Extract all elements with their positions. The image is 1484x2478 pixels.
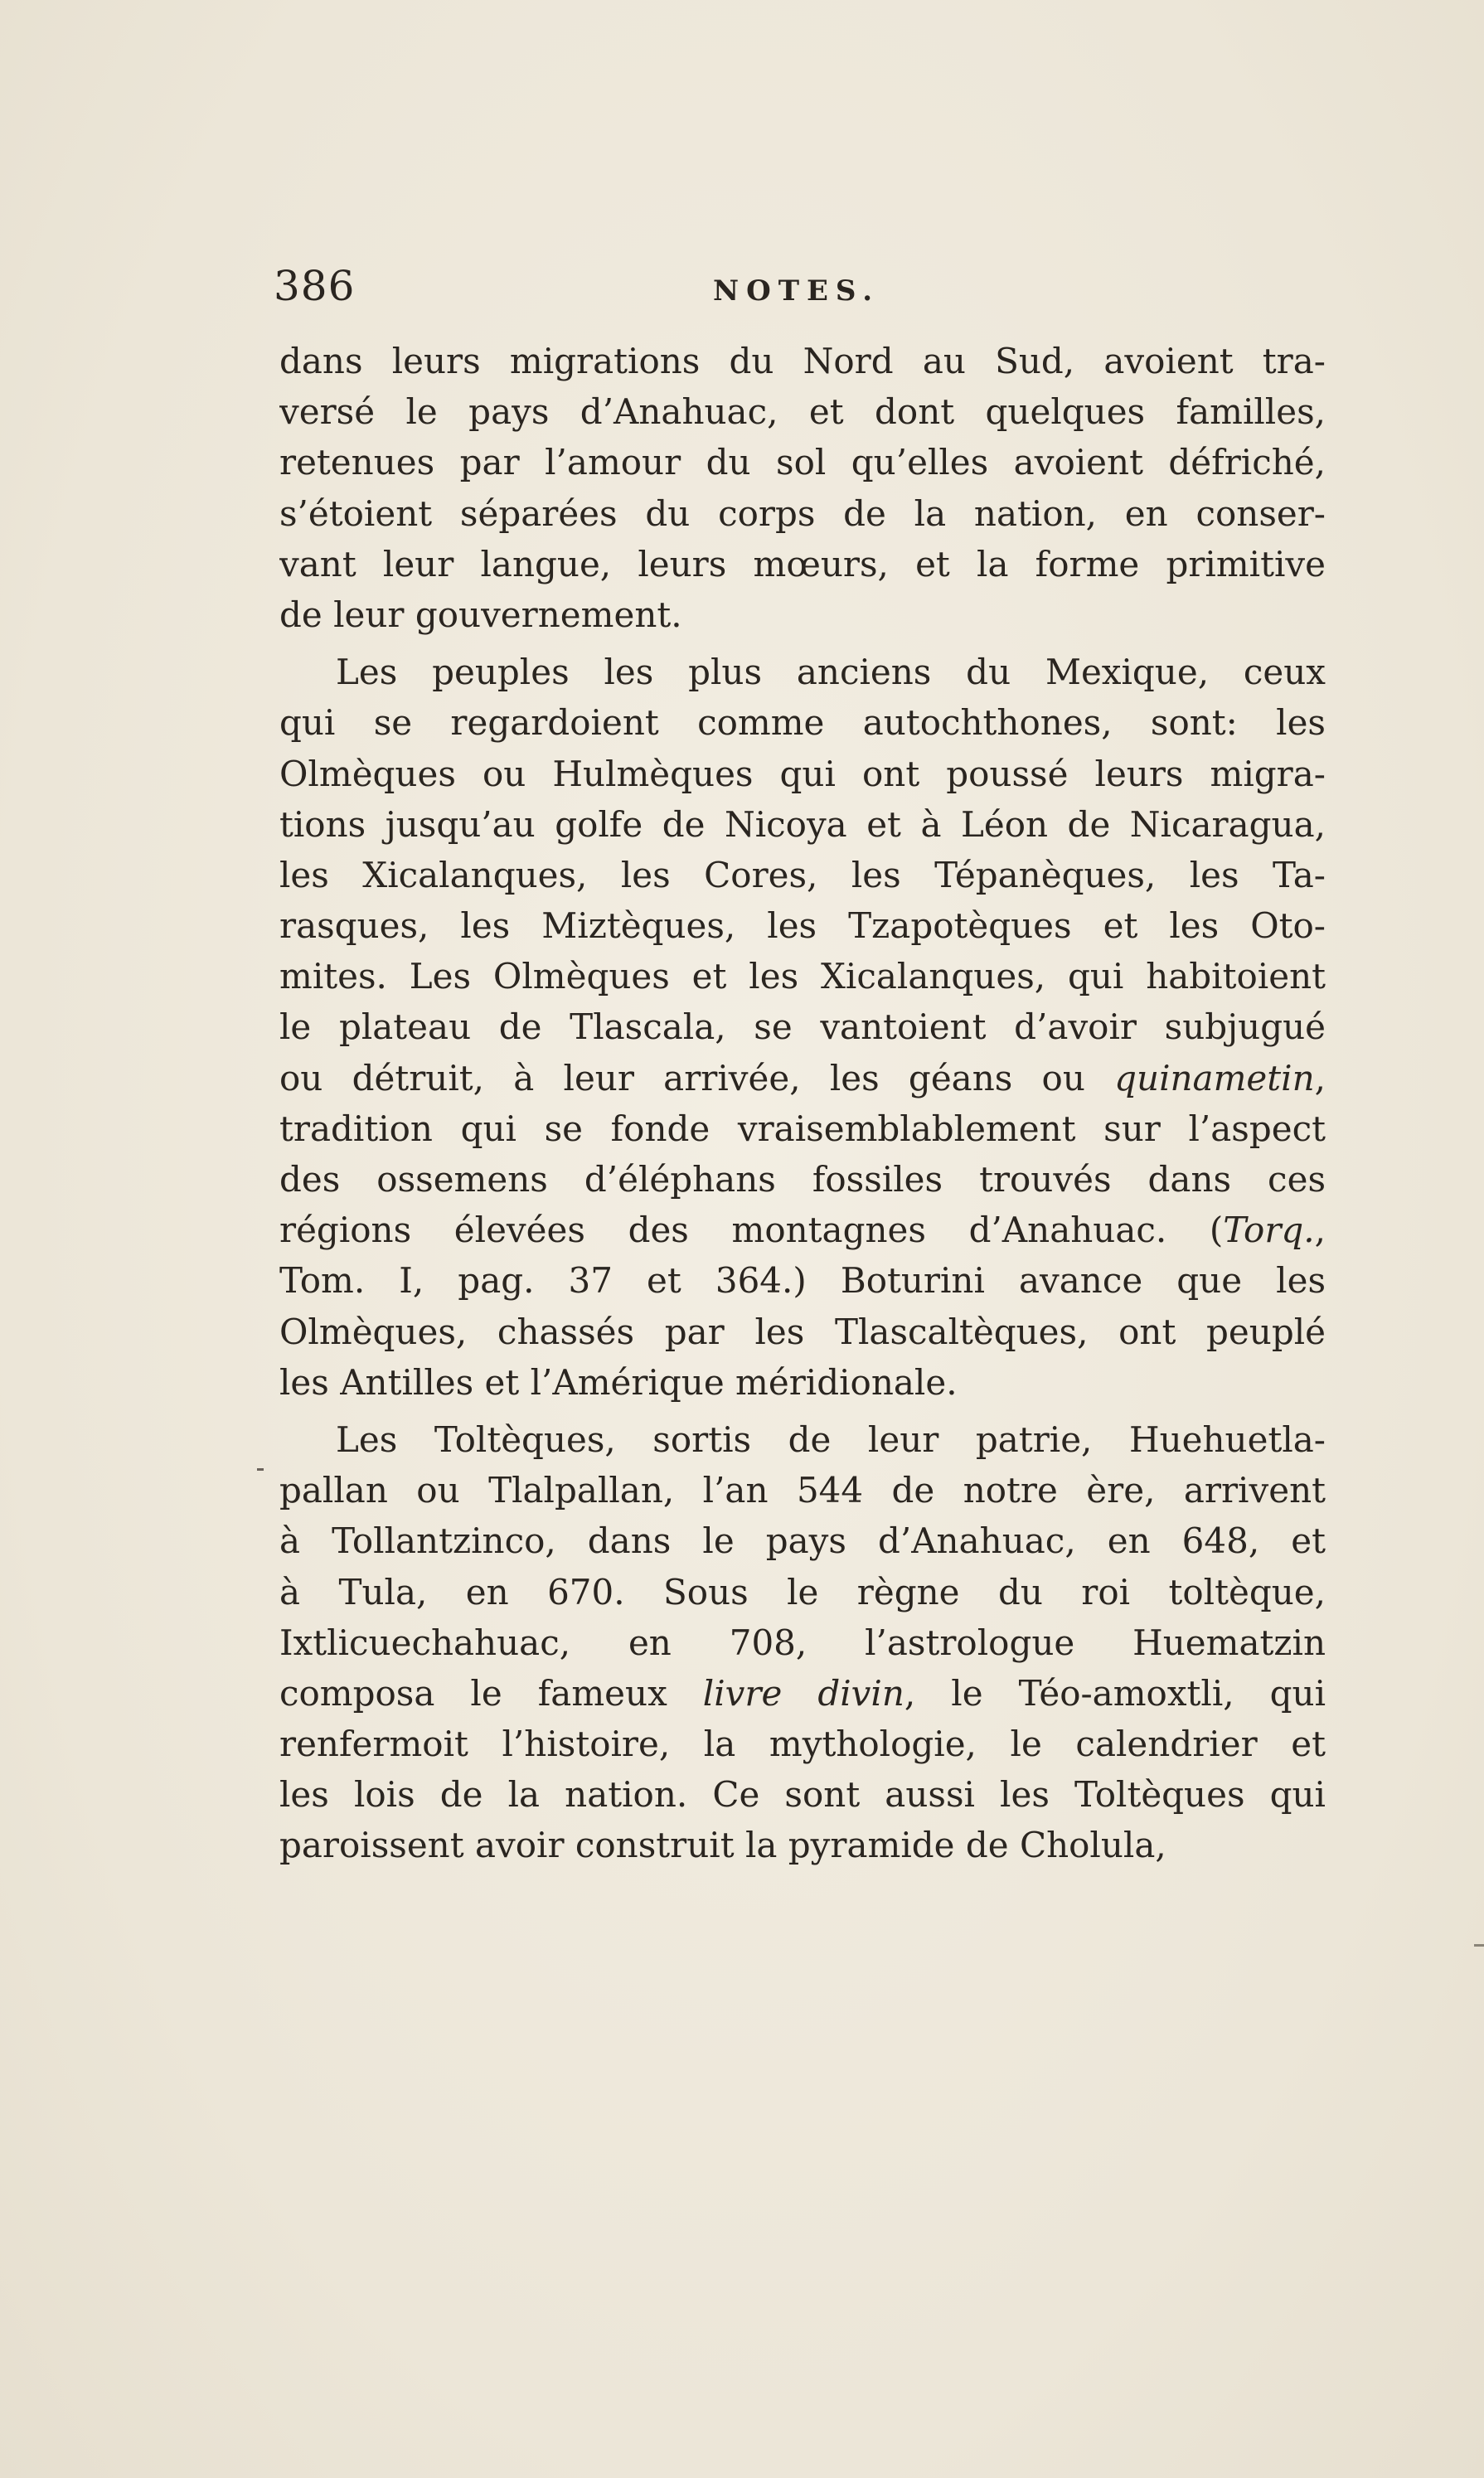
text-line: s’étoient séparées du corps de la nation, en conser- bbox=[279, 492, 1326, 534]
margin-mark bbox=[257, 1468, 264, 1471]
text-line: Les peuples les plus anciens du Mexique, ceux bbox=[336, 652, 1326, 693]
page-number: 386 bbox=[274, 262, 356, 310]
text-line: les Antilles et l’Amérique méridionale. bbox=[279, 1361, 958, 1403]
page-header bbox=[274, 253, 1326, 319]
text-line: versé le pays d’Anahuac, et dont quelques familles, bbox=[279, 391, 1326, 433]
paragraph bbox=[279, 336, 1326, 640]
text-line: le plateau de Tlascala, se vantoient d’avoir subjugué bbox=[279, 1006, 1326, 1048]
text-line: paroissent avoir construit la pyramide de Cholula, bbox=[279, 1825, 1166, 1866]
text-line: Tom. I, pag. 37 et 364.) Boturini avance que les bbox=[279, 1260, 1326, 1302]
text-line: dans leurs migrations du Nord au Sud, avoient tra- bbox=[279, 341, 1326, 381]
text-line: Olmèques ou Hulmèques qui ont poussé leurs migra- bbox=[279, 753, 1326, 794]
paragraph-gap bbox=[279, 1408, 1326, 1414]
text-line: composa le fameux livre divin, le Téo-amoxtli, qui bbox=[279, 1672, 1326, 1714]
text-line: régions élevées des montagnes d’Anahuac. (Torq., bbox=[279, 1210, 1326, 1251]
text-line: tradition qui se fonde vraisemblablement sur l’aspect bbox=[279, 1108, 1326, 1149]
paragraph bbox=[279, 647, 1326, 1408]
text-line: Ixtlicuechahuac, en 708, l’astrologue Huematzin bbox=[279, 1622, 1326, 1663]
text-line: Les Toltèques, sortis de leur patrie, Huehuetla- bbox=[336, 1418, 1326, 1460]
text-line: Olmèques, chassés par les Tlascaltèques, ont peuplé bbox=[279, 1311, 1326, 1352]
text-line: les Xicalanques, les Cores, les Tépanèques, les Ta- bbox=[279, 854, 1326, 895]
body-text bbox=[279, 336, 1326, 1871]
paragraph-gap bbox=[279, 640, 1326, 647]
text-line: mites. Les Olmèques et les Xicalanques, qui habitoient bbox=[279, 956, 1326, 997]
text-line: qui se regardoient comme autochthones, sont: les bbox=[279, 702, 1326, 744]
text-line: tions jusqu’au golfe de Nicoya et à Léon de Nicaragua, bbox=[279, 803, 1326, 845]
edge-mark bbox=[1474, 1944, 1484, 1947]
text-line: les lois de la nation. Ce sont aussi les Toltèques qui bbox=[279, 1774, 1326, 1816]
text-line: des ossemens d’éléphans fossiles trouvés dans ces bbox=[279, 1159, 1326, 1200]
text-line: pallan ou Tlalpallan, l’an 544 de notre ère, arrivent bbox=[279, 1470, 1326, 1511]
text-line: rasques, les Miztèques, les Tzapotèques et les Oto- bbox=[279, 905, 1326, 947]
text-line: de leur gouvernement. bbox=[279, 594, 682, 635]
paragraph bbox=[279, 1414, 1326, 1871]
text-line: ou détruit, à leur arrivée, les géans ou quinametin, bbox=[279, 1057, 1326, 1098]
running-head: NOTES. bbox=[713, 274, 880, 308]
text-line: vant leur langue, leurs mœurs, et la forme primitive bbox=[279, 543, 1326, 584]
text-line: à Tula, en 670. Sous le règne du roi toltèque, bbox=[279, 1571, 1326, 1612]
text-line: retenues par l’amour du sol qu’elles avoient défriché, bbox=[279, 442, 1326, 483]
text-line: à Tollantzinco, dans le pays d’Anahuac, en 648, et bbox=[279, 1520, 1326, 1562]
text-line: renfermoit l’histoire, la mythologie, le calendrier et bbox=[279, 1724, 1326, 1765]
